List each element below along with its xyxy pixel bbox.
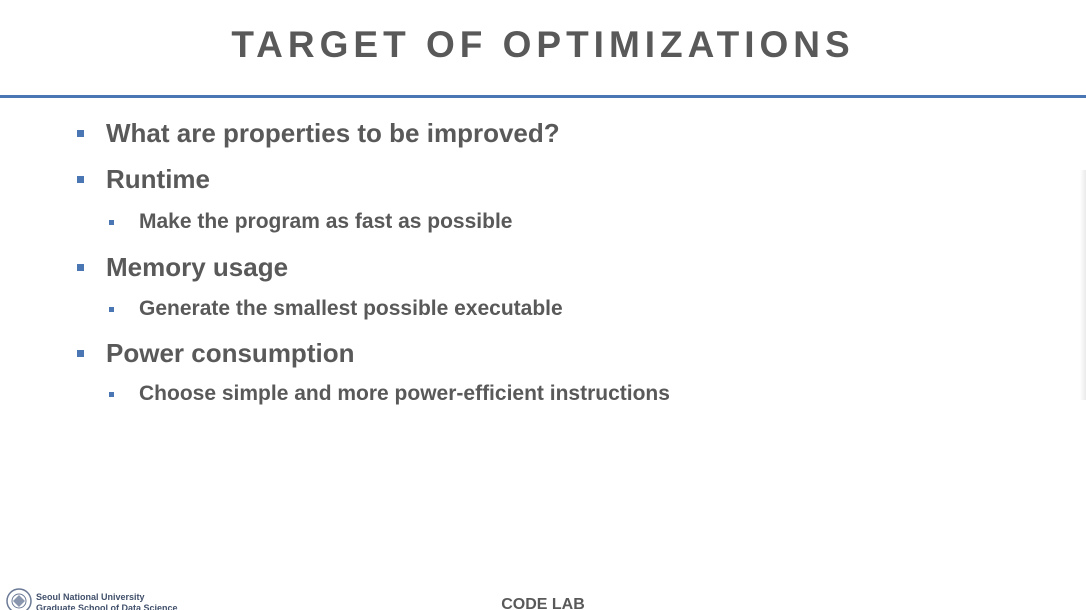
sub-bullet-runtime <box>109 210 512 234</box>
sub-bullet-power <box>109 382 670 406</box>
edge-shadow <box>1080 170 1086 400</box>
bullet-square-icon <box>77 350 84 357</box>
bullet-text: Power consumption <box>106 338 355 368</box>
bullet-memory <box>77 252 288 283</box>
bullet-square-icon <box>77 130 84 137</box>
bullet-text: Memory usage <box>106 252 289 282</box>
bullet-square-icon <box>109 392 114 397</box>
bullet-text: Choose simple and more power-efficient instructions <box>139 382 670 405</box>
bullet-power <box>77 338 354 369</box>
bullet-properties <box>77 118 560 149</box>
slide-title: TARGET OF OPTIMIZATIONS <box>231 24 855 65</box>
bullet-text: What are properties to be improved? <box>106 118 560 148</box>
bullet-text: Runtime <box>106 164 210 194</box>
bullet-square-icon <box>77 176 84 183</box>
bullet-text: Make the program as fast as possible <box>139 210 513 233</box>
sub-bullet-memory <box>109 297 563 321</box>
bullet-square-icon <box>109 307 114 312</box>
footer-lab-label: CODE LAB <box>501 596 585 610</box>
bullet-square-icon <box>77 264 84 271</box>
university-line-1: Seoul National University <box>36 592 145 602</box>
bullet-text: Generate the smallest possible executable <box>139 297 563 320</box>
title-divider <box>0 95 1086 98</box>
university-line-2: Graduate School of Data Science <box>36 603 178 610</box>
bullet-runtime <box>77 164 210 195</box>
bullet-square-icon <box>109 220 114 225</box>
